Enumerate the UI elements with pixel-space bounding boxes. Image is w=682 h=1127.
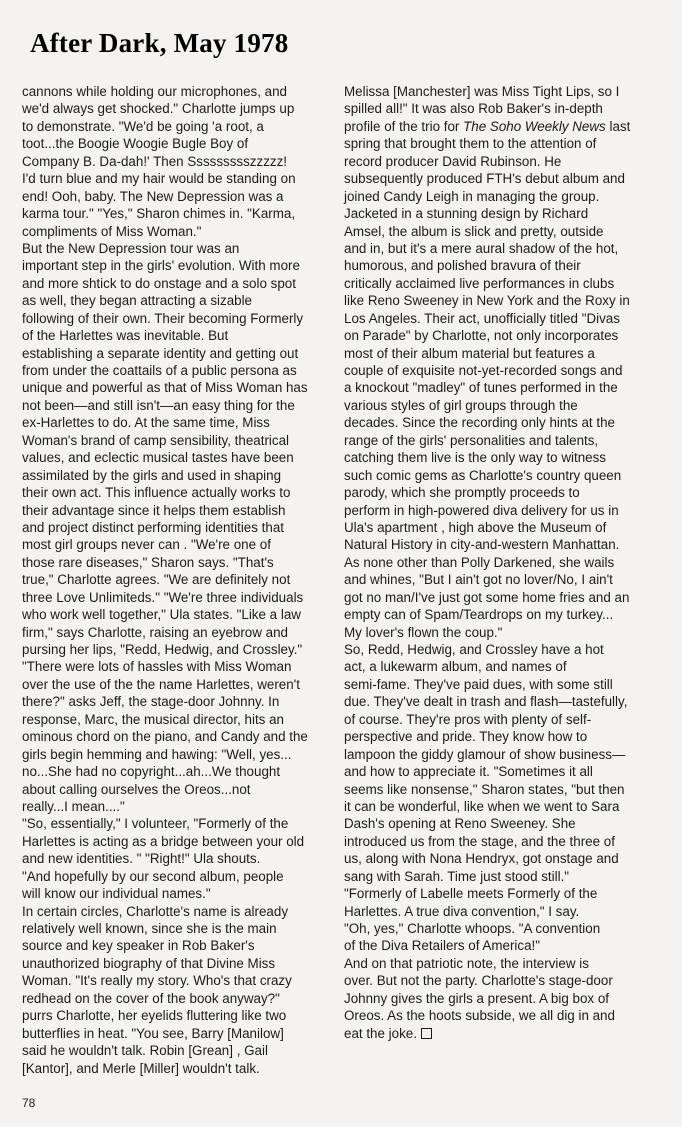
text-line: not been—and still isn't—an easy thing for the xyxy=(22,397,295,413)
text-line: Natural History in city-and-western Manhattan. xyxy=(344,537,620,553)
text-line: unique and powerful as that of Miss Woman has xyxy=(22,380,308,396)
text-line: true," Charlotte agrees. "We are definitely not xyxy=(22,572,291,588)
text-line: source and key speaker in Rob Baker's xyxy=(22,938,255,954)
text-line: as well, they began attracting a sizable xyxy=(22,293,253,309)
text-line: karma tour." "Yes," Sharon chimes in. "Karma, xyxy=(22,206,296,222)
text-line: empty can of Spam/Teardrops on my turkey... xyxy=(344,607,614,623)
text-line: Melissa [Manchester] was Miss Tight Lips, so I xyxy=(344,84,620,99)
text-line: Los Angeles. Their act, unofficially titled "Divas xyxy=(344,310,620,326)
text-line: most of their album material but features a xyxy=(344,345,595,361)
text-line: profile of the trio for The Soho Weekly News last xyxy=(344,118,631,134)
text-line: butterflies in heat. "You see, Barry [Manilow] xyxy=(22,1025,284,1041)
text-line: Jacketed in a stunning design by Richard xyxy=(344,206,589,222)
text-line: of the Harlettes was inevitable. But xyxy=(22,328,229,344)
text-line: response, Marc, the musical director, hits an xyxy=(22,711,284,727)
text-line: "And hopefully by our second album, people xyxy=(22,868,284,884)
text-line: "There were lots of hassles with Miss Woman xyxy=(22,659,292,675)
text-line: of course. They're pros with plenty of self- xyxy=(344,711,592,727)
text-line: sang with Sarah. Time just stood still." xyxy=(344,868,570,884)
text-line: Woman. "It's really my story. Who's that crazy xyxy=(22,973,292,989)
text-line: semi-fame. They've paid dues, with some still xyxy=(344,676,613,692)
text-line: range of the girls' personalities and talents, xyxy=(344,432,599,448)
text-line: Dash's opening at Reno Sweeney. She xyxy=(344,816,576,832)
text-line: their own act. This influence actually works to xyxy=(22,485,291,501)
text-line: and whines, "But I ain't got no lover/No, I ain't xyxy=(344,572,613,588)
text-line: establishing a separate identity and getting out xyxy=(22,345,299,361)
page-number: 78 xyxy=(22,1096,36,1110)
text-line: like Reno Sweeney in New York and the Roxy in xyxy=(344,293,630,309)
text-line: perform in high-powered diva delivery for us in xyxy=(344,502,619,518)
text-line: to demonstrate. "We'd be going 'a root, a xyxy=(22,118,264,134)
text-line: a knockout "madley" of tunes performed in the xyxy=(344,380,618,396)
text-line: really...I mean...." xyxy=(22,798,125,814)
text-line: parody, which she promptly proceeds to xyxy=(344,485,580,501)
text-line: from under the coattails of a public persona as xyxy=(22,363,297,378)
text-line: various styles of girl groups through the xyxy=(344,397,578,413)
text-line: critically acclaimed live performances in clubs xyxy=(344,275,615,291)
text-line: joined Candy Leigh in managing the group. xyxy=(344,188,600,204)
page-title: After Dark, May 1978 xyxy=(30,28,289,58)
text-line: perspective and pride. They know how to xyxy=(344,729,588,745)
article-column-left xyxy=(22,83,344,1077)
text-line: compliments of Miss Woman." xyxy=(22,223,202,239)
text-line: Harlettes is acting as a bridge between your old xyxy=(22,833,305,849)
text-line: who work well together," Ula states. "Like a law xyxy=(22,607,301,623)
text-line: most girl groups never can . "We're one of xyxy=(22,537,271,553)
text-line: over the use of the the name Harlettes, weren't xyxy=(22,676,300,692)
text-line: and more shtick to do onstage and a solo spot xyxy=(22,275,296,291)
text-line: Johnny gives the girls a present. A big box of xyxy=(344,990,610,1006)
text-line: But the New Depression tour was an xyxy=(22,240,240,256)
text-line: assimilated by the girls and used in shaping xyxy=(22,467,282,483)
text-line: their advantage since it helps them establish xyxy=(22,502,286,518)
text-line: spring that brought them to the attention of xyxy=(344,136,597,152)
text-line: eat the joke. xyxy=(344,1025,674,1042)
text-line: us, along with Nona Hendryx, got onstage and xyxy=(344,851,619,867)
text-line: couple of exquisite not-yet-recorded songs and xyxy=(344,363,623,378)
text-line: unauthorized biography of that Divine Miss xyxy=(22,955,276,971)
text-line: subsequently produced FTH's debut album and xyxy=(344,171,625,187)
text-line: redhead on the cover of the book anyway?" xyxy=(22,990,280,1006)
text-line: As none other than Polly Darkened, she wails xyxy=(344,554,615,570)
text-line: important step in the girls' evolution. With more xyxy=(22,258,300,274)
text-line: Oreos. As the hoots subside, we all dig in and xyxy=(344,1008,615,1024)
text-line: seems like nonsense," Sharon states, "but then xyxy=(344,781,625,797)
text-line: catching them live is the only way to witness xyxy=(344,450,606,466)
text-line: and project distinct performing identities that xyxy=(22,519,285,535)
text-line: such comic gems as Charlotte's country queen xyxy=(344,467,622,483)
text-line: will know our individual names." xyxy=(22,886,211,902)
article-column-right xyxy=(344,83,674,1042)
text-line: Woman's brand of camp sensibility, theatrical xyxy=(22,432,290,448)
text-line: relatively well known, since she is the main xyxy=(22,921,277,936)
text-line: about calling ourselves the Oreos...not xyxy=(22,781,251,797)
text-line: it can be wonderful, like when we went to Sara xyxy=(344,798,620,814)
text-line: following of their own. Their becoming Formerly xyxy=(22,310,304,326)
text-line: of the Diva Retailers of America!" xyxy=(344,938,541,954)
text-line: introduced us from the stage, and the three of xyxy=(344,833,615,849)
text-line: Harlettes. A true diva convention," I say. xyxy=(344,903,580,919)
text-line: and how to appreciate it. "Sometimes it all xyxy=(344,764,593,780)
text-line: those rare diseases," Sharon says. "That's xyxy=(22,554,274,570)
text-line: cannons while holding our microphones, and xyxy=(22,84,288,99)
text-line: pursing her lips, "Redd, Hedwig, and Crossley." xyxy=(22,642,303,657)
text-line: humorous, and polished bravura of their xyxy=(344,258,581,274)
text-line: My lover's flown the coup." xyxy=(344,624,503,640)
text-line: due. They've dealt in trash and flash—tastefully, xyxy=(344,694,628,710)
text-line: spilled all!" It was also Rob Baker's in-depth xyxy=(344,101,603,117)
text-line: ominous chord on the piano, and Candy and the xyxy=(22,729,308,745)
text-line: we'd always get shocked." Charlotte jumps up xyxy=(22,101,295,117)
text-line: In certain circles, Charlotte's name is already xyxy=(22,903,289,919)
text-line: and new identities. " "Right!" Ula shouts. xyxy=(22,851,261,867)
text-line: got no man/I've just got some home fries and an xyxy=(344,589,630,605)
text-line: So, Redd, Hedwig, and Crossley have a hot xyxy=(344,642,604,657)
text-line: "Oh, yes," Charlotte whoops. "A convention xyxy=(344,921,601,936)
text-line: [Kantor], and Merle [Miller] wouldn't talk. xyxy=(22,1060,260,1076)
text-line: Ula's apartment , high above the Museum of xyxy=(344,519,607,535)
text-line: no...She had no copyright...ah...We thought xyxy=(22,764,281,780)
text-line: lampoon the giddy glamour of show business— xyxy=(344,746,626,762)
text-line: Amsel, the album is slick and pretty, outside xyxy=(344,223,604,239)
text-line: ex-Harlettes to do. At the same time, Miss xyxy=(22,415,270,431)
text-line: and in, but it's a mere aural shadow of the hot, xyxy=(344,240,619,256)
text-line: And on that patriotic note, the interview is xyxy=(344,955,589,971)
text-line: three Love Unlimiteds." "We're three individuals xyxy=(22,589,304,605)
text-line: there?" asks Jeff, the stage-door Johnny. In xyxy=(22,694,280,710)
text-line: I'd turn blue and my hair would be standing on xyxy=(22,171,296,187)
text-line: Company B. Da-dah!' Then Ssssssssszzzzz! xyxy=(22,153,288,169)
text-line: end! Ooh, baby. The New Depression was a xyxy=(22,188,284,204)
text-line: toot...the Boogie Woogie Bugle Boy of xyxy=(22,136,249,152)
text-line: firm," says Charlotte, raising an eyebrow and xyxy=(22,624,288,640)
text-line: over. But not the party. Charlotte's stage-door xyxy=(344,973,613,989)
text-line: record producer David Rubinson. He xyxy=(344,153,562,169)
text-line: purrs Charlotte, her eyelids fluttering like two xyxy=(22,1008,287,1024)
text-line: girls begin hemming and hawing: "Well, yes... xyxy=(22,746,292,762)
text-line: act, a lukewarm album, and names of xyxy=(344,659,567,675)
text-line: "Formerly of Labelle meets Formerly of the xyxy=(344,886,598,902)
end-mark-icon xyxy=(421,1028,432,1039)
text-line: said he wouldn't talk. Robin [Grean] , Gail xyxy=(22,1043,268,1059)
text-line: on Parade" by Charlotte, not only incorporates xyxy=(344,328,619,344)
text-line: decades. Since the recording only hints at the xyxy=(344,415,615,431)
text-line: values, and eclectic musical tastes have been xyxy=(22,450,294,466)
text-line: "So, essentially," I volunteer, "Formerly of the xyxy=(22,816,289,832)
